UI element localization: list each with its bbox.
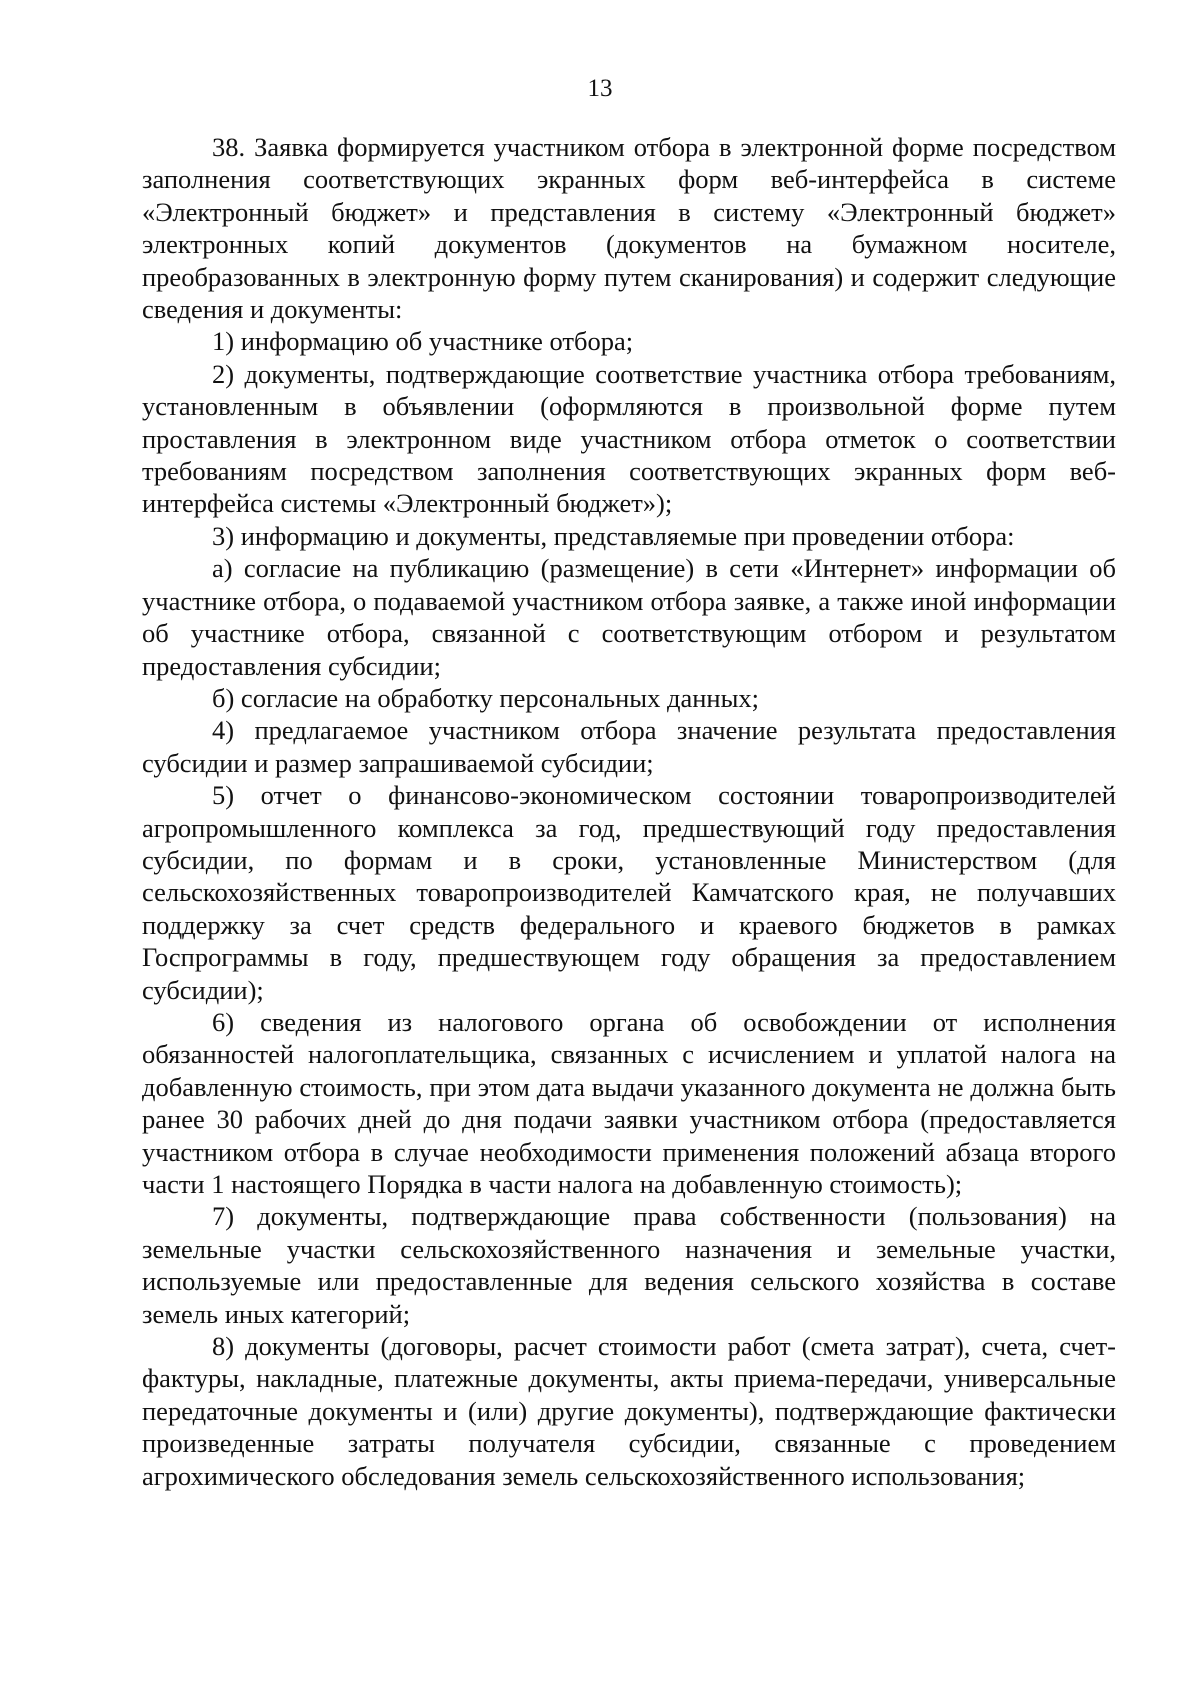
- document-body: [142, 131, 1116, 1492]
- paragraph-item-7: 7) документы, подтверждающие права собственности (пользования) на земельные участки сельскохозяйственного назначения и земельные участки, используемые или предоставленные для ведения сельского хозяйства в составе земель иных категорий;: [142, 1201, 1116, 1329]
- paragraph-item-3: 3) информацию и документы, представляемые при проведении отбора:: [212, 520, 1015, 551]
- paragraph-item-3b: б) согласие на обработку персональных данных;: [212, 682, 760, 713]
- paragraph-item-8: 8) документы (договоры, расчет стоимости работ (смета затрат), счета, счет-фактуры, накладные, платежные документы, акты приема-передачи, универсальные передаточные документы и (или) другие документы), подтверждающие фактически произведенные затраты получателя субсидии, связанные с проведением агрохимического обследования земель сельскохозяйственного использования;: [142, 1331, 1116, 1491]
- paragraph-item-4: 4) предлагаемое участником отбора значение результата предоставления субсидии и размер запрашиваемой субсидии;: [142, 715, 1116, 778]
- paragraph-item-6: 6) сведения из налогового органа об освобождении от исполнения обязанностей налогоплательщика, связанных с исчислением и уплатой налога на добавленную стоимость, при этом дата выдачи указанного документа не должна быть ранее 30 рабочих дней до дня подачи заявки участником отбора (предоставляется участником отбора в случае необходимости применения положений абзаца второго части 1 настоящего Порядка в части налога на добавленную стоимость);: [142, 1006, 1116, 1199]
- paragraph-item-1: 1) информацию об участнике отбора;: [212, 326, 634, 357]
- paragraph-item-5: 5) отчет о финансово-экономическом состоянии товаропроизводителей агропромышленного комплекса за год, предшествующий году предоставления субсидии, по формам и в сроки, установленные Министерством (для сельскохозяйственных товаропроизводителей Камчатского края, не получавших поддержку за счет средств федерального и краевого бюджетов в рамках Госпрограммы в году, предшествующем году обращения за предоставлением субсидии);: [142, 780, 1116, 1005]
- paragraph-item-3a: а) согласие на публикацию (размещение) в сети «Интернет» информации об участнике отбора, о подаваемой участником отбора заявке, а также иной информации об участнике отбора, связанной с соответствующим отбором и результатом предоставления субсидии;: [142, 553, 1116, 681]
- page-number: 13: [587, 75, 613, 102]
- paragraph-item-2: 2) документы, подтверждающие соответствие участника отбора требованиям, установленным в объявлении (оформляются в произвольной форме путем проставления в электронном виде участником отбора отметок о соответствии требованиям посредством заполнения соответствующих экранных форм веб-интерфейса системы «Электронный бюджет»);: [142, 358, 1116, 519]
- paragraph-38: 38. Заявка формируется участником отбора в электронной форме посредством заполнения соответствующих экранных форм веб-интерфейса в системе «Электронный бюджет» и представления в систему «Электронный бюджет» электронных копий документов (документов на бумажном носителе, преобразованных в электронную форму путем сканирования) и содержит следующие сведения и документы:: [142, 132, 1116, 325]
